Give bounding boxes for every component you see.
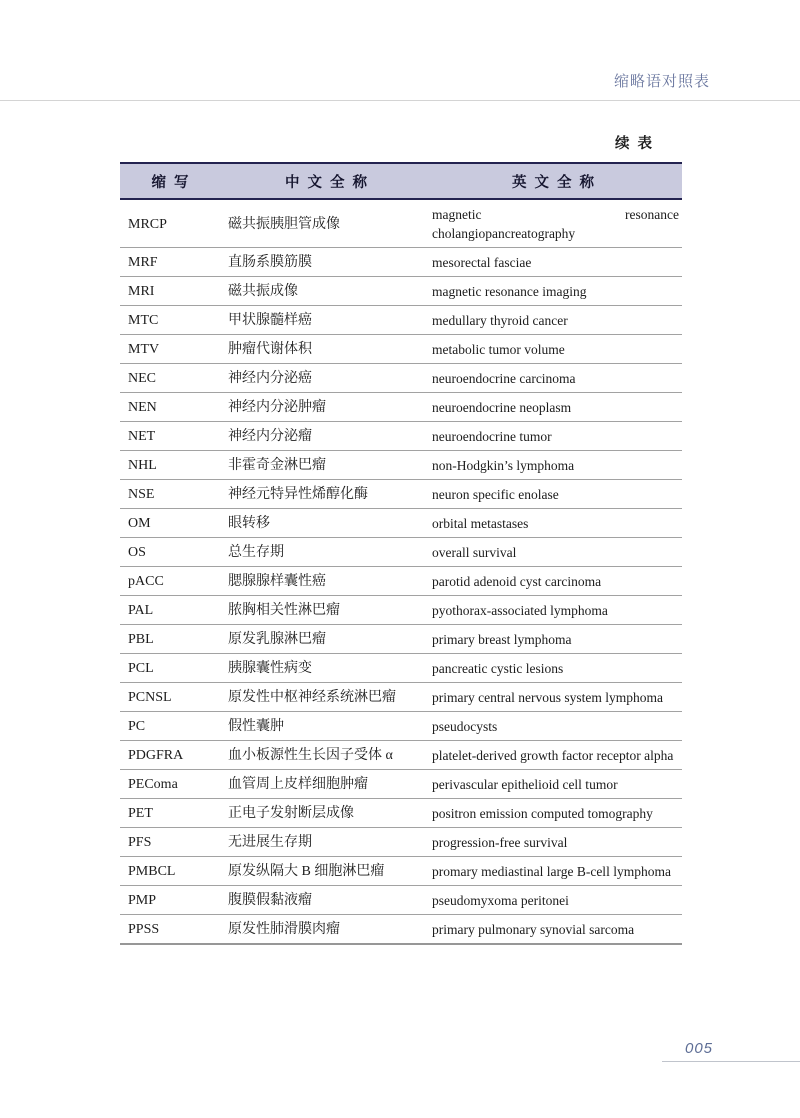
abbr-cell: PBL <box>120 625 228 654</box>
zh-cell: 胰腺囊性病变 <box>228 654 432 683</box>
zh-cell: 原发纵隔大 B 细胞淋巴瘤 <box>228 857 432 886</box>
en-cell: positron emission computed tomography <box>432 799 682 828</box>
page-number: 005 <box>685 1040 714 1057</box>
table-row <box>120 509 682 538</box>
en-cell: non-Hodgkin’s lymphoma <box>432 451 682 480</box>
continued-table-label: 续表 <box>615 136 660 152</box>
table-row <box>120 248 682 277</box>
en-cell: progression-free survival <box>432 828 682 857</box>
table-row <box>120 364 682 393</box>
table-row <box>120 683 682 712</box>
abbr-cell: NSE <box>120 480 228 509</box>
abbr-cell: PMP <box>120 886 228 915</box>
zh-cell: 假性囊肿 <box>228 712 432 741</box>
en-cell: platelet-derived growth factor receptor alpha <box>432 741 682 770</box>
zh-cell: 神经内分泌肿瘤 <box>228 393 432 422</box>
zh-cell: 原发性肺滑膜肉瘤 <box>228 915 432 945</box>
table-row <box>120 538 682 567</box>
en-cell: primary central nervous system lymphoma <box>432 683 682 712</box>
zh-cell: 正电子发射断层成像 <box>228 799 432 828</box>
abbr-cell: NEN <box>120 393 228 422</box>
zh-cell: 甲状腺髓样癌 <box>228 306 432 335</box>
abbr-cell: NET <box>120 422 228 451</box>
table-row <box>120 596 682 625</box>
zh-cell: 神经内分泌瘤 <box>228 422 432 451</box>
en-cell: pseudocysts <box>432 712 682 741</box>
abbr-cell: PDGFRA <box>120 741 228 770</box>
zh-cell: 磁共振胰胆管成像 <box>228 199 432 248</box>
abbreviation-table <box>120 162 682 945</box>
zh-cell: 原发性中枢神经系统淋巴瘤 <box>228 683 432 712</box>
abbr-cell: PCL <box>120 654 228 683</box>
abbr-cell: pACC <box>120 567 228 596</box>
table-row <box>120 451 682 480</box>
zh-cell: 总生存期 <box>228 538 432 567</box>
table-row <box>120 886 682 915</box>
table-row <box>120 915 682 945</box>
en-cell: magnetic resonance imaging <box>432 277 682 306</box>
abbr-cell: PC <box>120 712 228 741</box>
en-cell: neuroendocrine tumor <box>432 422 682 451</box>
abbr-cell: OM <box>120 509 228 538</box>
abbr-cell: PCNSL <box>120 683 228 712</box>
abbr-cell: MRF <box>120 248 228 277</box>
en-cell: neuron specific enolase <box>432 480 682 509</box>
zh-cell: 血小板源性生长因子受体 α <box>228 741 432 770</box>
en-cell: perivascular epithelioid cell tumor <box>432 770 682 799</box>
header-rule <box>0 100 800 101</box>
zh-cell: 眼转移 <box>228 509 432 538</box>
en-cell: medullary thyroid cancer <box>432 306 682 335</box>
table-header <box>120 163 682 199</box>
en-cell: neuroendocrine neoplasm <box>432 393 682 422</box>
en-cell: pancreatic cystic lesions <box>432 654 682 683</box>
en-cell: magnetic resonance cholangiopancreatography <box>432 199 682 248</box>
running-head: 缩略语对照表 <box>613 73 710 90</box>
table-row <box>120 625 682 654</box>
table-row <box>120 393 682 422</box>
table-row <box>120 306 682 335</box>
en-cell: primary breast lymphoma <box>432 625 682 654</box>
abbr-cell: NHL <box>120 451 228 480</box>
en-cell: overall survival <box>432 538 682 567</box>
zh-cell: 腮腺腺样囊性癌 <box>228 567 432 596</box>
column-header-english-name: 英文全称 <box>432 163 682 199</box>
column-header-chinese-name: 中文全称 <box>228 163 432 199</box>
table-row <box>120 335 682 364</box>
en-cell: orbital metastases <box>432 509 682 538</box>
en-cell: mesorectal fasciae <box>432 248 682 277</box>
zh-cell: 腹膜假黏液瘤 <box>228 886 432 915</box>
abbr-cell: MTV <box>120 335 228 364</box>
table-row <box>120 654 682 683</box>
table-row <box>120 799 682 828</box>
zh-cell: 直肠系膜筋膜 <box>228 248 432 277</box>
table-row <box>120 770 682 799</box>
en-cell: parotid adenoid cyst carcinoma <box>432 567 682 596</box>
zh-cell: 原发乳腺淋巴瘤 <box>228 625 432 654</box>
zh-cell: 无进展生存期 <box>228 828 432 857</box>
en-cell: primary pulmonary synovial sarcoma <box>432 915 682 945</box>
en-cell: metabolic tumor volume <box>432 335 682 364</box>
page-footer <box>662 1040 800 1062</box>
column-header-abbreviation: 缩写 <box>120 163 228 199</box>
abbr-cell: PPSS <box>120 915 228 945</box>
zh-cell: 脓胸相关性淋巴瘤 <box>228 596 432 625</box>
table-row <box>120 567 682 596</box>
page-content <box>120 132 682 945</box>
zh-cell: 非霍奇金淋巴瘤 <box>228 451 432 480</box>
table-row <box>120 422 682 451</box>
table-row <box>120 199 682 248</box>
abbr-cell: MTC <box>120 306 228 335</box>
en-cell: promary mediastinal large B-cell lymphoma <box>432 857 682 886</box>
zh-cell: 血管周上皮样细胞肿瘤 <box>228 770 432 799</box>
zh-cell: 神经元特异性烯醇化酶 <box>228 480 432 509</box>
table-row <box>120 741 682 770</box>
abbr-cell: OS <box>120 538 228 567</box>
en-cell: pseudomyxoma peritonei <box>432 886 682 915</box>
table-row <box>120 277 682 306</box>
abbr-cell: MRCP <box>120 199 228 248</box>
en-cell: pyothorax-associated lymphoma <box>432 596 682 625</box>
abbr-cell: PFS <box>120 828 228 857</box>
zh-cell: 神经内分泌癌 <box>228 364 432 393</box>
table-row <box>120 828 682 857</box>
abbr-cell: PEComa <box>120 770 228 799</box>
table-row <box>120 480 682 509</box>
zh-cell: 肿瘤代谢体积 <box>228 335 432 364</box>
table-body <box>120 199 682 944</box>
abbr-cell: PMBCL <box>120 857 228 886</box>
en-cell: neuroendocrine carcinoma <box>432 364 682 393</box>
abbr-cell: MRI <box>120 277 228 306</box>
table-row <box>120 712 682 741</box>
zh-cell: 磁共振成像 <box>228 277 432 306</box>
abbr-cell: PAL <box>120 596 228 625</box>
abbr-cell: PET <box>120 799 228 828</box>
table-row <box>120 857 682 886</box>
abbr-cell: NEC <box>120 364 228 393</box>
